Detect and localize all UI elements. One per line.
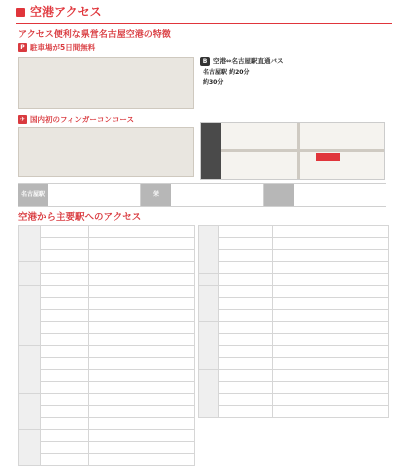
route-detail-cell [89,406,195,418]
route-detail-cell [89,370,195,382]
page-title: 空港アクセス [30,5,102,19]
table-row [19,454,195,466]
city-cell [199,286,219,322]
route-detail-cell [89,226,195,238]
city-cell [19,262,41,286]
table-row [19,250,195,262]
parking-title [18,43,95,52]
table-row [199,394,389,406]
fare-cell [264,184,386,206]
table-row [19,346,195,358]
station-cell [41,382,89,394]
route-detail-cell [89,382,195,394]
map-side-panel [201,123,221,180]
station-cell [41,358,89,370]
parking-photo [18,57,194,109]
routes-table-right [198,225,389,418]
table-row [199,346,389,358]
route-detail-cell [89,430,195,442]
route-detail-cell [89,274,195,286]
station-cell [41,322,89,334]
bus-title-text: 空港⇔名古屋駅直通バス [213,57,284,66]
bus-route-2: 約30分 [203,79,224,86]
route-detail-cell [89,358,195,370]
city-cell [19,226,41,262]
title-marker [16,8,25,17]
station-cell [219,394,273,406]
table-row [199,286,389,298]
route-map [200,122,385,180]
route-detail-cell [273,298,389,310]
station-cell [41,334,89,346]
route-detail-cell [89,322,195,334]
route-detail-cell [273,286,389,298]
route-detail-cell [273,382,389,394]
station-cell [41,274,89,286]
table-row [19,298,195,310]
table-row [199,310,389,322]
city-cell [19,394,41,430]
route-detail-cell [273,262,389,274]
fare-cell [141,184,264,206]
route-detail-cell [273,250,389,262]
city-cell [199,274,219,286]
station-cell [41,370,89,382]
parking-icon: P [18,43,27,52]
concourse-photo [18,127,194,177]
bus-title [200,57,283,66]
route-detail-cell [89,262,195,274]
map-road [297,123,300,180]
station-cell [219,262,273,274]
route-detail-cell [273,274,389,286]
route-detail-cell [273,406,389,418]
route-detail-cell [273,370,389,382]
route-detail-cell [89,394,195,406]
route-detail-cell [89,334,195,346]
route-detail-cell [89,286,195,298]
route-detail-cell [89,418,195,430]
table-row [199,370,389,382]
table-row [19,238,195,250]
station-cell [219,298,273,310]
table-row [19,394,195,406]
station-cell [219,238,273,250]
station-cell [41,226,89,238]
station-cell [219,334,273,346]
table-row [199,406,389,418]
station-cell [41,418,89,430]
routes-table-left [18,225,195,466]
route-detail-cell [273,346,389,358]
station-cell [41,310,89,322]
bus-route-1-text: 名古屋駅 [203,69,228,76]
station-cell [41,454,89,466]
station-cell [219,346,273,358]
city-cell [19,286,41,346]
table-row [19,322,195,334]
station-cell [219,250,273,262]
fare-details [48,184,140,206]
concourse-title [18,115,134,124]
bus-route-1-time: 約20分 [229,69,250,76]
table-row [19,226,195,238]
concourse-title-text: 国内初のフィンガーコンコース [30,115,135,124]
station-cell [41,238,89,250]
station-cell [219,274,273,286]
station-cell [41,394,89,406]
route-detail-cell [89,442,195,454]
route-detail-cell [273,334,389,346]
station-cell [41,406,89,418]
route-detail-cell [89,454,195,466]
route-detail-cell [89,238,195,250]
parking-title-text: 駐車場が5日間無料 [30,43,96,52]
station-cell [219,286,273,298]
route-detail-cell [273,322,389,334]
bus-route-1 [203,69,249,77]
map-station-marker [316,153,340,161]
table-row [19,310,195,322]
table-row [19,430,195,442]
station-cell [219,382,273,394]
route-detail-cell [273,310,389,322]
table-row [199,250,389,262]
table-row [199,298,389,310]
route-detail-cell [273,394,389,406]
table-row [199,322,389,334]
route-detail-cell [89,310,195,322]
table-row [199,262,389,274]
station-cell [41,262,89,274]
access-title: 空港から主要駅へのアクセス [18,212,142,223]
table-row [19,286,195,298]
station-cell [41,286,89,298]
station-cell [41,430,89,442]
route-detail-cell [273,358,389,370]
bus-icon: B [200,57,210,66]
table-row [199,226,389,238]
table-row [199,358,389,370]
table-row [19,382,195,394]
table-row [199,274,389,286]
city-cell [199,370,219,418]
table-row [19,334,195,346]
table-row [19,262,195,274]
table-row [19,274,195,286]
map-road [221,149,385,152]
station-cell [219,406,273,418]
city-cell [199,226,219,274]
table-row [199,334,389,346]
station-cell [41,298,89,310]
city-cell [19,430,41,466]
intro-heading: アクセス便利な県営名古屋空港の特徴 [18,30,171,40]
station-cell [219,358,273,370]
fare-station: 栄 [141,184,171,206]
city-cell [199,322,219,370]
station-cell [219,370,273,382]
fare-station [264,184,294,206]
fare-details [171,184,263,206]
table-row [199,238,389,250]
airplane-icon: ✈ [19,115,26,123]
route-detail-cell [89,346,195,358]
table-row [19,442,195,454]
fare-cell [18,184,141,206]
table-row [19,418,195,430]
station-cell [219,322,273,334]
route-detail-cell [89,298,195,310]
table-row [19,370,195,382]
station-cell [41,442,89,454]
route-detail-cell [273,226,389,238]
station-cell [41,346,89,358]
station-cell [219,310,273,322]
city-cell [19,346,41,394]
route-detail-cell [89,250,195,262]
page-header [0,0,400,26]
table-row [19,406,195,418]
table-row [19,358,195,370]
fare-station: 名古屋駅 [18,184,48,206]
fare-strip [18,183,386,207]
route-detail-cell [273,238,389,250]
station-cell [41,250,89,262]
fare-details [294,184,386,206]
table-row [199,382,389,394]
station-cell [219,226,273,238]
title-rule [16,23,392,24]
